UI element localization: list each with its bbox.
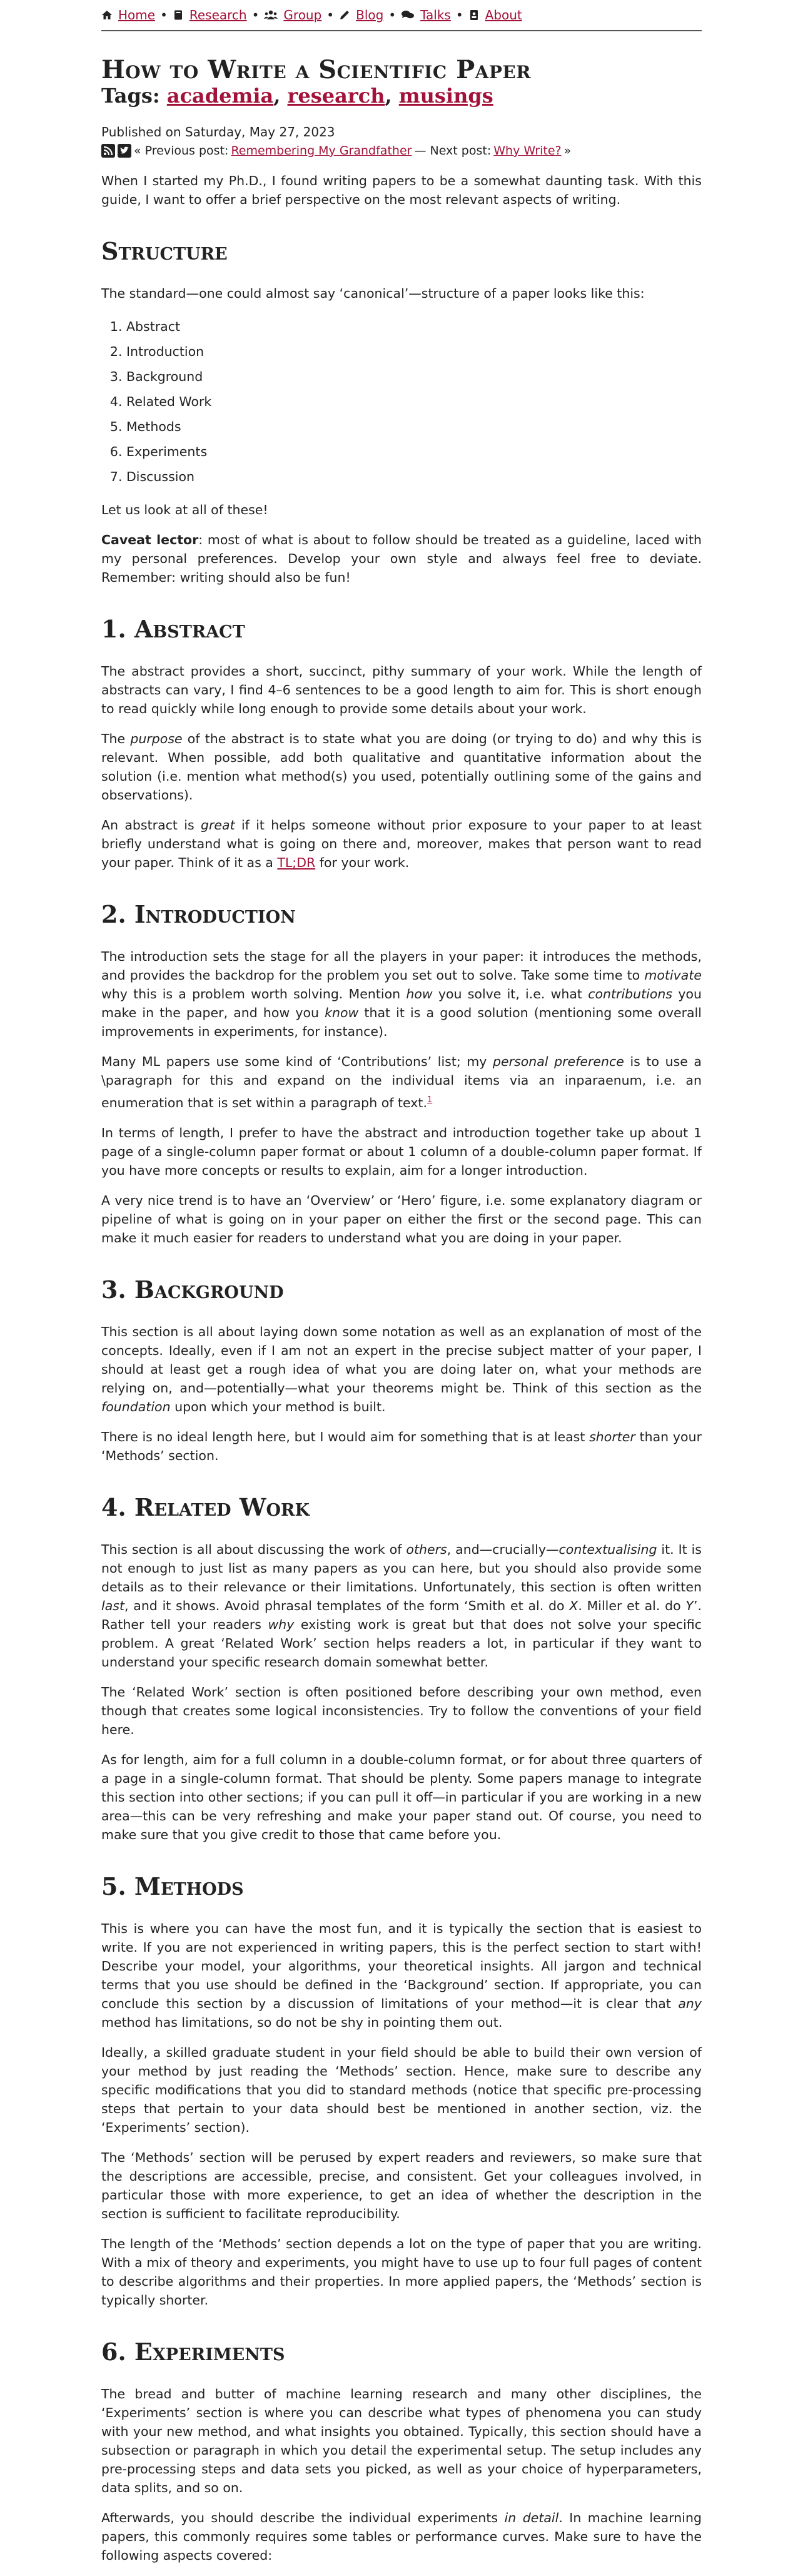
- text-run: for your work.: [315, 855, 410, 870]
- caveat-paragraph: [101, 530, 702, 587]
- emphasis: contextualising: [558, 1541, 657, 1557]
- text-run: An abstract is: [101, 818, 201, 833]
- text-run: Afterwards, you should describe the individual experiments: [101, 2510, 505, 2525]
- text-run: existing work is great but that does not solve your specific problem. A great ‘Related Work’ section helps readers a lot, in particular if they want to understand your specific research domain somewhat better.: [101, 1616, 702, 1670]
- nav-separator: •: [326, 8, 335, 23]
- tldr-link[interactable]: TL;DR: [277, 855, 316, 870]
- section-heading-introduction: 2. Introduction: [101, 900, 296, 928]
- abstract-paragraph: [101, 729, 702, 804]
- users-icon: [264, 9, 278, 21]
- introduction-paragraph: In terms of length, I prefer to have the abstract and introduction together take up about 1 page of a single-column paper format or about 1 column of a double-column paper format. If you have more concepts or results to explain, aim for a longer introduction.: [101, 1125, 702, 1178]
- section-heading-methods: 5. Methods: [101, 1872, 244, 1900]
- abstract-paragraph: The abstract provides a short, succinct, pithy summary of your work. While the length of abstracts can vary, I find 4–6 sentences to be a good length to aim for. This is short enough to read quickly while long enough to provide some details about your work.: [101, 664, 702, 716]
- list-item: 4. Related Work: [126, 389, 702, 414]
- emphasis: in detail: [504, 2510, 559, 2525]
- text-run: is to use a \paragraph for this and expand on the individual items via an inparaenum, i.e. an enumeration that is set within a paragraph of text.: [101, 1054, 702, 1110]
- emphasis: foundation: [101, 1399, 171, 1414]
- footnote-link[interactable]: 1: [427, 1095, 433, 1105]
- text-run: you make in the paper, and how you: [101, 986, 702, 1020]
- emphasis: motivate: [644, 968, 702, 983]
- id-badge-icon: [468, 9, 480, 21]
- home-icon: [101, 9, 113, 21]
- text-run: Many ML papers use some kind of ‘Contributions’ list; my: [101, 1054, 493, 1069]
- text-run: , and it shows. Avoid phrasal templates of the form ‘Smith et al. do: [124, 1598, 570, 1613]
- comments-icon: [401, 9, 415, 21]
- section-heading-related-work: 4. Related Work: [101, 1493, 310, 1521]
- text-run: it. It is not enough to just list as many papers as you can here, but you should also provide some details as to their relevance or their limitations. Unfortunately, this section is often written: [101, 1541, 702, 1595]
- prev-post-link[interactable]: Remembering My Grandfather: [231, 144, 412, 158]
- list-item: 1. Abstract: [126, 314, 702, 339]
- twitter-icon[interactable]: [118, 144, 131, 158]
- tags-line: Tags: academia, research, musings: [101, 84, 493, 108]
- methods-paragraph: Ideally, a skilled graduate student in your field should be able to build their own version of your method by just reading the ‘Methods’ section. Hence, make sure to describe any specific modifications that you did to standard methods (notice that specific pre-processing steps that pertain to your data should best be mentioned in another section, viz. the ‘Experiments’ section).: [101, 2044, 702, 2135]
- post-navigation: [101, 141, 702, 160]
- methods-paragraph: [101, 1919, 702, 2032]
- text-run: upon which your method is built.: [170, 1399, 386, 1414]
- structure-lead: The standard—one could almost say ‘canonical’—structure of a paper looks like this:: [101, 286, 645, 301]
- tag-link[interactable]: research: [287, 84, 385, 108]
- text-run: The introduction sets the stage for all the players in your paper: it introduces the methods, and provides the backdrop for the problem you set out to solve. Take some time to: [101, 949, 702, 983]
- emphasis: how: [406, 986, 433, 1001]
- section-heading-structure: Structure: [101, 237, 228, 265]
- text-run: of the abstract is to state what you are doing (or trying to do) and why this is relevant. When possible, add both qualitative and quantitative information about the solution (i.e. mention what method(s) you used, potentially outlining some of the gains and observations).: [101, 731, 702, 803]
- nav-blog-link[interactable]: Blog: [356, 8, 384, 23]
- methods-paragraph: The length of the ‘Methods’ section depends a lot on the type of paper that you are writing. With a mix of theory and experiments, you might have to use up to four full pages of content to describe algorithms and their properties. In more applied papers, the ‘Methods’ section is typically shorter.: [101, 2236, 702, 2308]
- next-post-suffix: »: [563, 144, 572, 158]
- nav-separator: •: [251, 8, 260, 23]
- section-heading-background: 3. Background: [101, 1275, 284, 1304]
- introduction-paragraph: A very nice trend is to have an ‘Overview’ or ‘Hero’ figure, i.e. some explanatory diagram or pipeline of what is going on in your paper on either the first or the second page. This can make it much easier for readers to understand what you are doing in your paper.: [101, 1192, 702, 1245]
- abstract-paragraph: [101, 816, 702, 872]
- list-item: 7. Discussion: [126, 464, 702, 489]
- text-run: . Miller et al. do: [578, 1598, 686, 1613]
- rss-icon[interactable]: [101, 144, 115, 158]
- emphasis: purpose: [130, 731, 183, 746]
- prev-post-label: « Previous post:: [134, 144, 229, 158]
- tag-link[interactable]: academia: [166, 84, 274, 108]
- top-nav: [101, 6, 702, 31]
- emphasis: any: [678, 1995, 702, 2011]
- related-paragraph: As for length, aim for a full column in a double-column format, or for about three quarters of a page in a single-column format. That should be plenty. Some papers manage to integrate this section into other sections; if you can pull it off—in particular if you are working in a new area—this can be very refreshing and make your paper stand out. Of course, you need to make sure that you give credit to those that came before you.: [101, 1752, 702, 1842]
- introduction-paragraph: [101, 947, 702, 1041]
- nav-separator: •: [388, 8, 396, 23]
- methods-paragraph: The ‘Methods’ section will be perused by expert readers and reviewers, so make sure that the descriptions are accessible, precise, and consistent. Get your colleagues involved, in particular those with more experience, to get an idea of whether the description in the section is sufficient to facilitate reproducibility.: [101, 2149, 702, 2221]
- nav-separator: •: [455, 8, 463, 23]
- text-run: why this is a problem worth solving. Mention: [101, 986, 407, 1001]
- nav-research-link[interactable]: Research: [189, 8, 247, 23]
- tag-link[interactable]: musings: [398, 84, 493, 108]
- structure-list: [101, 314, 702, 489]
- list-item: 5. Methods: [126, 414, 702, 439]
- text-run: , and—crucially—: [447, 1541, 559, 1557]
- list-item: 3. Background: [126, 364, 702, 389]
- next-post-link[interactable]: Why Write?: [493, 144, 562, 158]
- emphasis: others: [406, 1541, 447, 1557]
- text-run: than your ‘Methods’ section.: [101, 1429, 702, 1463]
- list-item: 2. Introduction: [126, 339, 702, 364]
- intro-paragraph: When I started my Ph.D., I found writing papers to be a somewhat daunting task. With this guide, I want to offer a brief perspective on the most relevant aspects of writing.: [101, 173, 702, 207]
- emphasis: X: [569, 1598, 578, 1613]
- section-heading-abstract: 1. Abstract: [101, 615, 245, 643]
- text-run: . In machine learning papers, this commonly requires some tables or performance curves. Make sure to have the following aspects covered:: [101, 2510, 702, 2563]
- related-paragraph: The ‘Related Work’ section is often positioned before describing your own method, even though that creates some logical inconsistencies. Try to follow the conventions of your field here.: [101, 1684, 702, 1737]
- page: [101, 0, 702, 2576]
- text-run: This section is all about laying down some notation as well as an explanation of most of the concepts. Ideally, even if I am not an expert in the precise subject matter of your paper, I should at least get a rough idea of what you are doing later on, what your methods are relying on, and—potentially—what your theorems might be. Think of this section as the: [101, 1324, 702, 1396]
- text-run: The: [101, 731, 131, 746]
- emphasis: contributions: [588, 986, 673, 1001]
- nav-group-link[interactable]: Group: [283, 8, 322, 23]
- background-paragraph: [101, 1322, 702, 1416]
- nav-about-link[interactable]: About: [485, 8, 522, 23]
- list-item: 6. Experiments: [126, 439, 702, 464]
- text-run: that it is a good solution (mentioning some overall improvements in experiments, for instance).: [101, 1005, 702, 1039]
- page-title: How to Write a Scientific Paper: [101, 55, 532, 84]
- caveat-bold: Caveat lector: [101, 532, 199, 547]
- emphasis: Y: [685, 1598, 694, 1613]
- text-run: method has limitations, so do not be shy in pointing them out.: [101, 2014, 503, 2030]
- emphasis: why: [268, 1616, 295, 1632]
- emphasis: shorter: [589, 1429, 635, 1444]
- related-paragraph: [101, 1540, 702, 1671]
- structure-after: Let us look at all of these!: [101, 502, 268, 517]
- next-post-label: — Next post:: [414, 144, 492, 158]
- introduction-paragraph: [101, 1052, 702, 1112]
- text-run: This is where you can have the most fun, and it is typically the section that is easiest to write. If you are not experienced in writing papers, this is the perfect section to start with! Describe your model, your algorithms, your theoretical insights. All jargon and technical terms that you use should be defined in the ‘Background’ section. If appropriate, you can conclude this section by a discussion of limitations of your method—it is clear that: [101, 1920, 702, 2011]
- book-icon: [173, 9, 184, 21]
- text-run: ’. Rather tell your readers: [101, 1598, 702, 1632]
- text-run: you solve it, i.e. what: [432, 986, 588, 1001]
- nav-home-link[interactable]: Home: [118, 8, 156, 23]
- experiments-paragraph: The bread and butter of machine learning research and many other disciplines, the ‘Experiments’ section is where you can describe what types of phenomena you can study with your new method, and what insights you obtained. Typically, this section should have a subsection or paragraph in which you detail the experimental setup. The setup includes any pre-processing steps and data sets you picked, as well as your choice of hyperparameters, data splits, and so on.: [101, 2386, 702, 2495]
- background-paragraph: [101, 1427, 702, 1465]
- emphasis: last: [101, 1598, 124, 1613]
- emphasis: know: [325, 1005, 359, 1020]
- text-run: if it helps someone without prior exposure to your paper to at least briefly understand what is going on there and, moreover, makes that person want to read your paper. Think of it as a: [101, 818, 702, 870]
- text-run: There is no ideal length here, but I would aim for something that is at least: [101, 1429, 590, 1444]
- emphasis: great: [200, 818, 235, 833]
- emphasis: personal preference: [493, 1054, 624, 1069]
- pen-icon: [339, 9, 350, 21]
- text-run: This section is all about discussing the work of: [101, 1541, 407, 1557]
- tags-label: Tags:: [101, 84, 160, 108]
- section-heading-experiments: 6. Experiments: [101, 2337, 285, 2366]
- experiments-paragraph: [101, 2508, 702, 2565]
- caveat-text: : most of what is about to follow should be treated as a guideline, laced with my personal preferences. Develop your own style and always feel free to deviate. Remember: writing should also be fun!: [101, 532, 702, 585]
- nav-talks-link[interactable]: Talks: [420, 8, 451, 23]
- nav-separator: •: [160, 8, 168, 23]
- published-date: Published on Saturday, May 27, 2023: [101, 124, 335, 139]
